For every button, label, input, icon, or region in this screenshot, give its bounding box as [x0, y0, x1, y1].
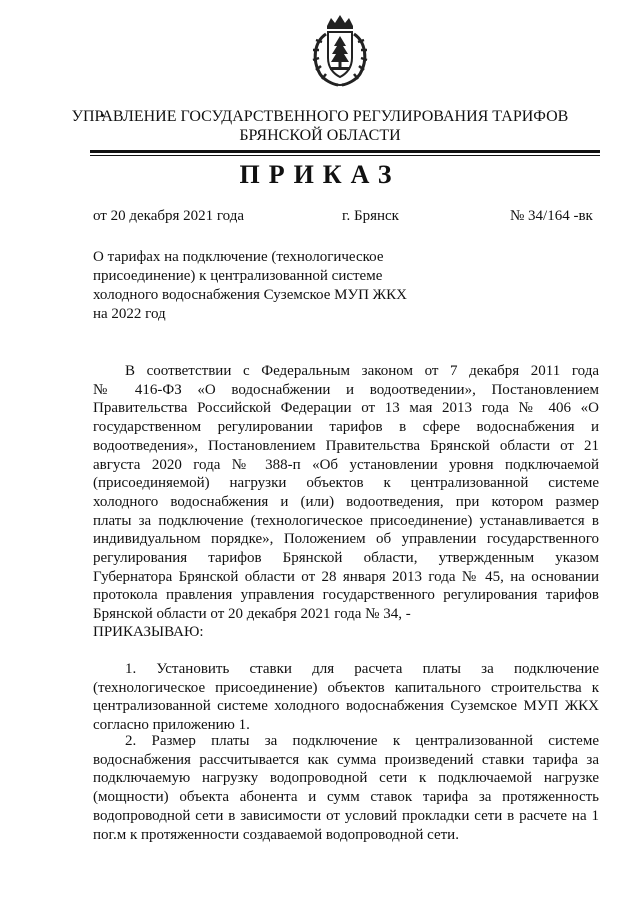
header-rule-thin	[90, 155, 600, 156]
preamble-line: Губернатора Брянской области от 28 января 2013 года № 45, на основании	[93, 568, 599, 585]
document-date: от 20 декабря 2021 года	[93, 208, 245, 224]
preamble-line: № 416-ФЗ «О водоснабжении и водоотведении», Постановлением	[93, 381, 599, 398]
item1-line: 1. Установить ставки для расчета платы за подключение	[125, 661, 599, 677]
preamble-line: (присоединяемой) нагрузки объектов к централизованной системе	[93, 475, 599, 492]
preamble-line: платы за подключение (технологическое присоединение) устанавливается в	[93, 512, 599, 529]
item2-line: пог.м к протяженности создаваемой водопроводной сети.	[93, 826, 459, 843]
item2-line: 2. Размер платы за подключение к централизованной системе	[125, 733, 599, 749]
item2-line: подключаемую нагрузку водопроводной сети к подключаемой нагрузке	[93, 770, 599, 787]
coat-of-arms-icon	[300, 12, 380, 92]
preamble-line: Правительства Российской Федерации от 13 мая 2013 года № 406 «О	[93, 400, 599, 417]
document-subject	[93, 248, 453, 324]
item2-line: (мощности) объекта абонента и сумм ставок тарифа за протяженность	[93, 789, 599, 806]
document-city: г. Брянск	[342, 208, 399, 224]
document-number: № 34/164 -вк	[510, 208, 593, 224]
order-item-1	[93, 660, 599, 735]
preamble-line: индивидуальном порядке», Положением об управлении государственного	[93, 531, 599, 548]
subject-line: О тарифах на подключение (технологическое	[93, 249, 384, 265]
preamble-line: В соответствии с Федеральным законом от 7 декабря 2011 года	[125, 363, 599, 379]
item1-line: централизованной системе холодного водоснабжения Суземское МУП ЖКХ	[93, 698, 599, 715]
preamble-line: государственном регулировании тарифов в сфере водоснабжения и	[93, 419, 599, 436]
item1-line: согласно приложению 1.	[93, 717, 250, 734]
preamble-line: холодного водоснабжения и (или) водоотведения, при котором размер	[93, 493, 599, 510]
order-item-2	[93, 732, 599, 844]
subject-line: на 2022 год	[93, 306, 166, 322]
item1-line: (технологическое присоединение) объектов капитального строительства к	[93, 679, 599, 696]
order-word: ПРИКАЗЫВАЮ:	[93, 624, 204, 640]
item2-line: водоснабжения рассчитывается как сумма произведений ставки тарифа за	[93, 751, 599, 768]
org-name-line2: БРЯНСКОЙ ОБЛАСТИ	[239, 127, 401, 144]
preamble-line: августа 2020 года № 388-п «Об установлении уровня подключаемой	[93, 456, 599, 473]
preamble-paragraph	[93, 362, 599, 624]
preamble-line: Брянской области от 20 декабря 2021 года № 34, -	[93, 606, 411, 623]
header-rule-thick	[90, 150, 600, 153]
document-title: ПРИКАЗ	[239, 160, 401, 189]
preamble-line: водоотведения», Постановлением Правительства Брянской области от 21	[93, 437, 599, 454]
item2-line: водопроводной сети в зависимости от условий прокладки сети в расчете на 1	[93, 807, 599, 824]
subject-line: присоединение) к централизованной системе	[93, 268, 383, 284]
preamble-line: протокола правления управления государственного регулирования тарифов	[93, 587, 599, 604]
preamble-line: регулирования тарифов Брянской области, утвержденным указом	[93, 550, 599, 567]
org-name-line1: УПРАВЛЕНИЕ ГОСУДАРСТВЕННОГО РЕГУЛИРОВАНИЯ ТАРИФОВ	[71, 108, 569, 125]
subject-line: холодного водоснабжения Суземское МУП ЖКХ	[93, 287, 407, 303]
